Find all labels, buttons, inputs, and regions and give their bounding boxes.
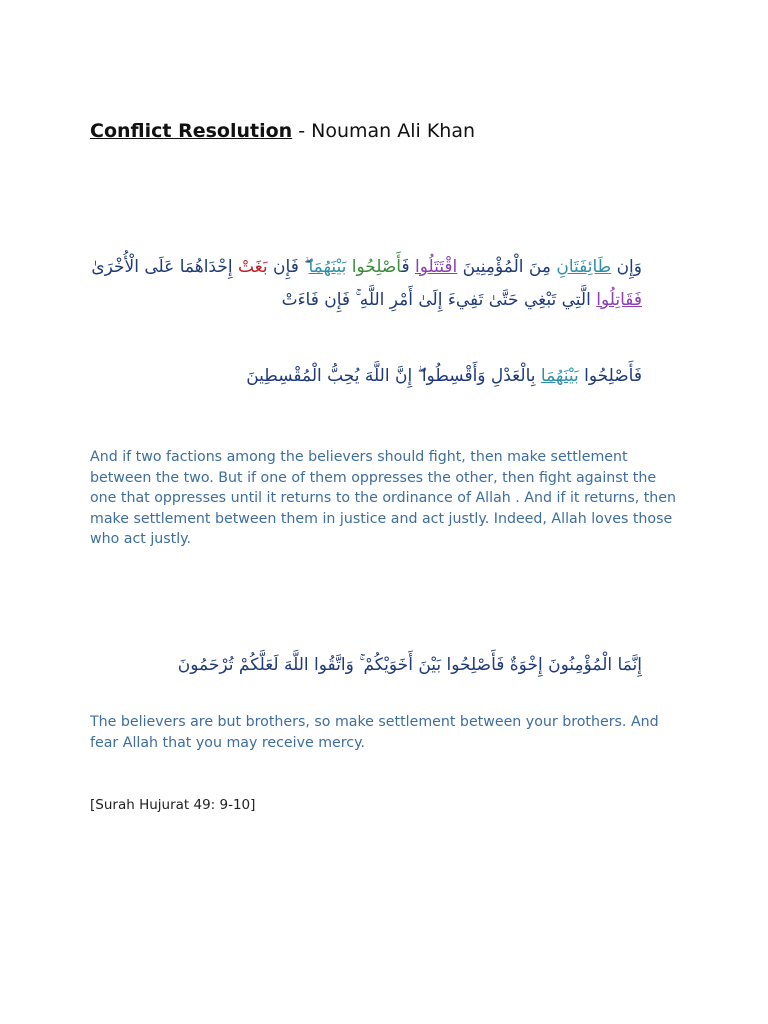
arabic-word-segment: بَغَتْ <box>237 257 268 277</box>
arabic-word-segment: اقْتَتَلُوا <box>415 257 458 277</box>
arabic-word-segment: بَيْنَهُمَا <box>540 366 579 386</box>
arabic-word-segment: فَأَصْلِحُوا <box>578 366 642 386</box>
arabic-word-segment: بَيْنَهُمَا <box>308 257 347 277</box>
translation-verse10: The believers are but brothers, so make settlement between your brothers. And fear Allah that you may receive mercy. <box>90 714 659 751</box>
title-separator: - <box>292 120 312 142</box>
arabic-word-segment: ۖ فَإِن <box>267 257 309 277</box>
citation: [Surah Hujurat 49: 9-10] <box>90 797 256 813</box>
arabic-word-segment: بِالْعَدْلِ وَأَقْسِطُوا ۖ إِنَّ اللَّهَ يُحِبُّ الْمُقْسِطِينَ <box>246 366 541 386</box>
document-heading <box>90 120 475 142</box>
arabic-word-segment: أَصْلِحُوا <box>351 257 402 277</box>
verse10-line <box>90 655 642 675</box>
verse9-line3 <box>90 366 642 386</box>
arabic-word-segment: وَإِن <box>611 257 642 277</box>
arabic-word-segment: فَقَاتِلُوا <box>596 290 642 310</box>
translation-verse9: And if two factions among the believers should fight, then make settlement between the two. But if one of them oppresses the other, then fight against the one that oppresses until it returns to the ordinance of Allah . And if it returns, then make settlement between them in justice and act justly. Indeed, Allah loves those who act justly. <box>90 449 677 547</box>
author-name: Nouman Ali Khan <box>311 120 476 142</box>
arabic-word-segment: مِنَ الْمُؤْمِنِينَ <box>457 257 557 277</box>
arabic-word-segment: طَائِفَتَانِ <box>556 257 612 277</box>
arabic-word-segment: إِحْدَاهُمَا عَلَى الْأُخْرَىٰ <box>91 257 238 277</box>
arabic-word-segment: فَ <box>401 257 415 277</box>
arabic-word-segment: الَّتِي تَبْغِي حَتَّىٰ تَفِيءَ إِلَىٰ أَمْرِ اللَّهِ ۚ فَإِن فَاءَتْ <box>281 290 597 310</box>
arabic-word-segment: إِنَّمَا الْمُؤْمِنُونَ إِخْوَةٌ فَأَصْلِحُوا بَيْنَ أَخَوَيْكُمْ ۚ وَاتَّقُوا اللَّهَ لَعَلَّكُمْ تُرْحَمُونَ <box>177 655 642 675</box>
verse9-line2 <box>90 290 642 310</box>
page-title: Conflict Resolution <box>90 120 293 142</box>
verse9-line1 <box>90 257 642 277</box>
